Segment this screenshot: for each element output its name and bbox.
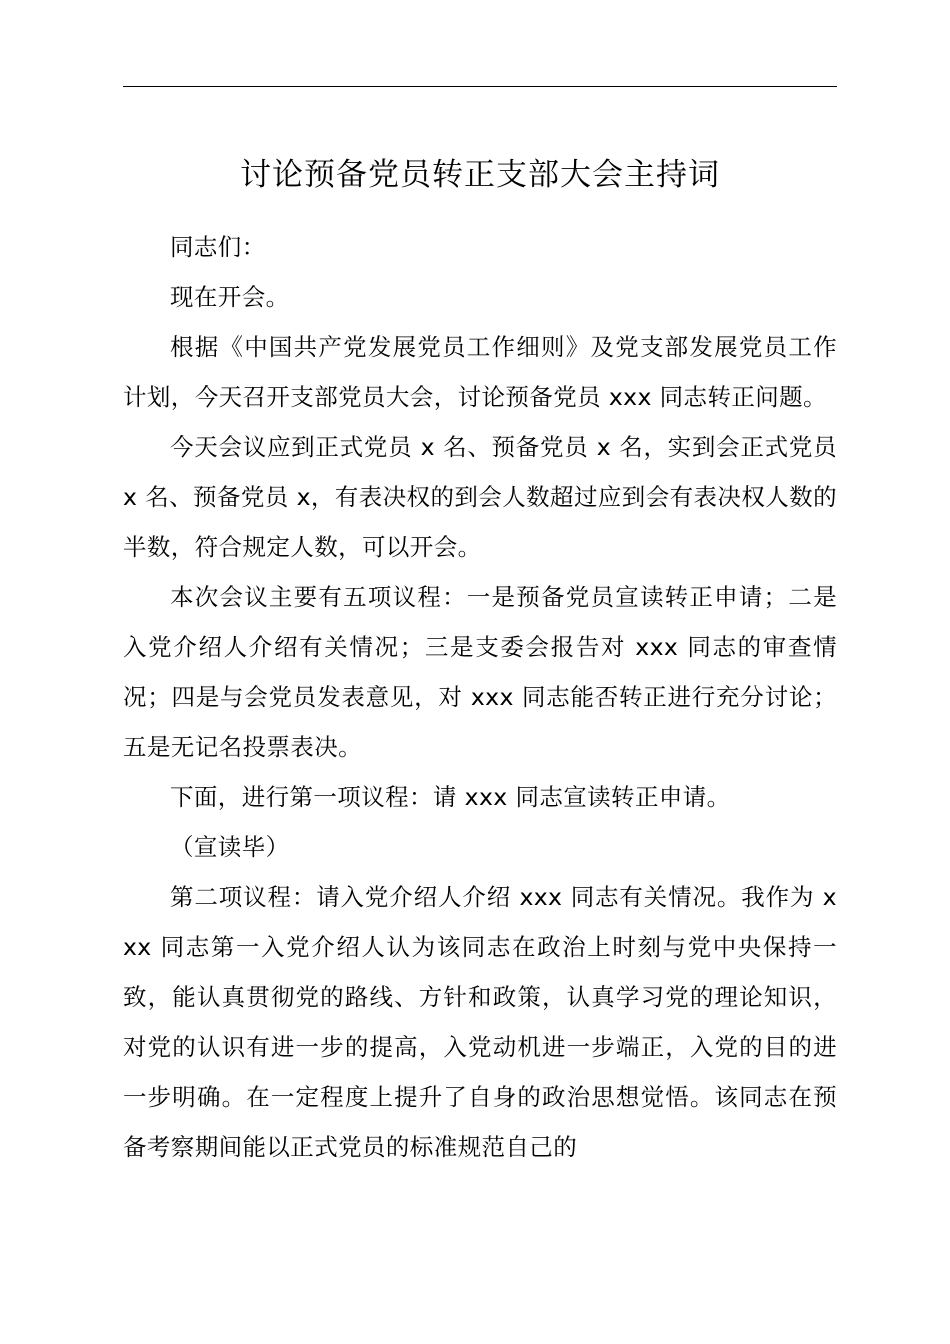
document-body	[123, 222, 837, 1172]
paragraph-item-two: 第二项议程：请入党介绍人介绍 xxx 同志有关情况。我作为 xxx 同志第一入党介绍人认为该同志在政治上时刻与党中央保持一致，能认真贯彻党的路线、方针和政策，认真学习党的理论知识，对党的认识有进一步的提高，入党动机进一步端正，入党的目的进一步明确。在一定程度上提升了自身的政治思想觉悟。该同志在预备考察期间能以正式党员的标准规范自己的	[123, 883, 837, 1161]
document-title: 讨论预备党员转正支部大会主持词	[240, 157, 720, 193]
paragraph-basis: 根据《中国共产党发展党员工作细则》及党支部发展党员工作计划，今天召开支部党员大会，讨论预备党员 xxx 同志转正问题。	[123, 333, 837, 411]
header-rule	[123, 86, 837, 87]
paragraph-opening: 现在开会。	[170, 283, 290, 311]
paragraph-item-one: 下面，进行第一项议程：请 xxx 同志宣读转正申请。	[170, 783, 731, 811]
paragraph-salutation: 同志们：	[170, 233, 266, 261]
paragraph-attendance: 今天会议应到正式党员 x 名、预备党员 x 名，实到会正式党员 x 名、预备党员 x，有表决权的到会人数超过应到会有表决权人数的半数，符合规定人数，可以开会。	[123, 433, 837, 561]
paragraph-agenda: 本次会议主要有五项议程：一是预备党员宣读转正申请；二是入党介绍人介绍有关情况；三是支委会报告对 xxx 同志的审查情况；四是与会党员发表意见，对 xxx 同志能否转正进行充分讨论；五是无记名投票表决。	[123, 583, 837, 761]
paragraph-reading-done: （宣读毕）	[170, 833, 290, 861]
